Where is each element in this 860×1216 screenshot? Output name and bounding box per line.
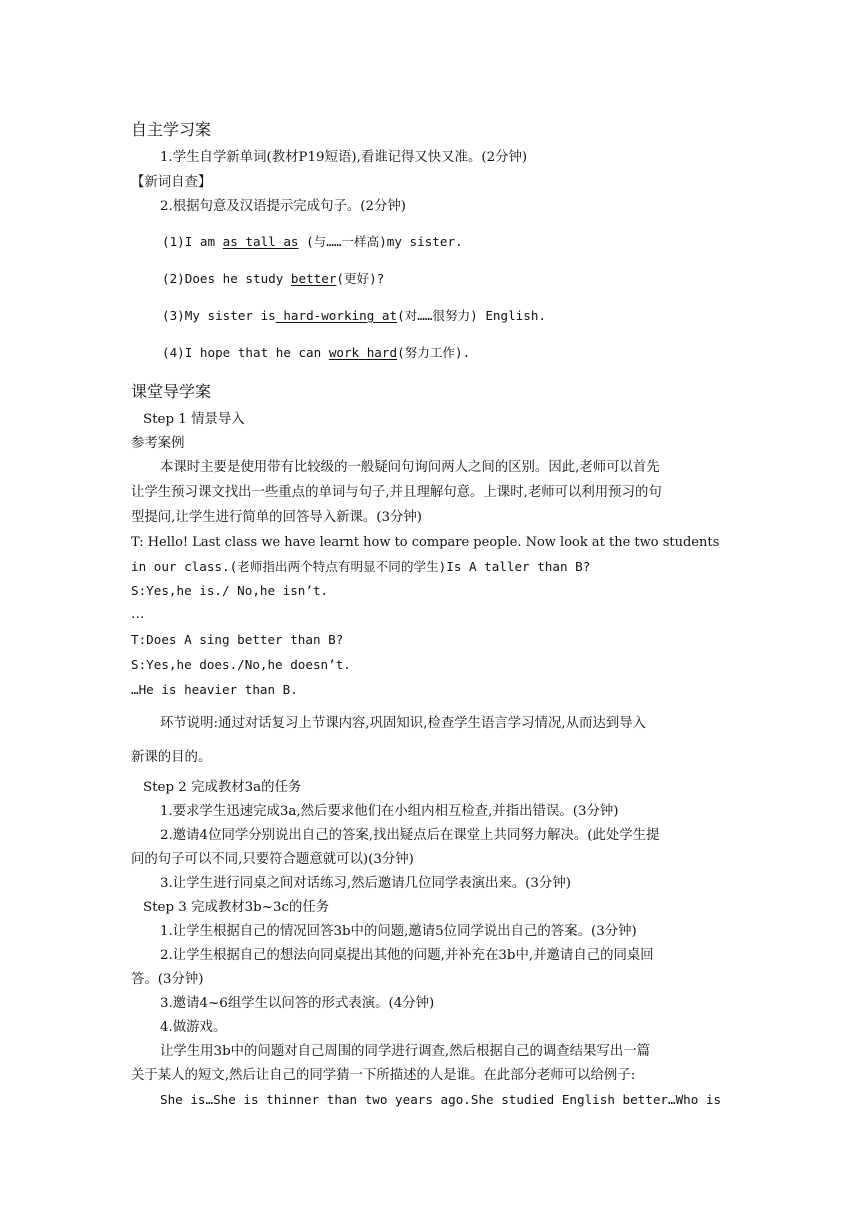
example-line: She is…She is thinner than two years ago.She studied English better…Who is: [160, 1092, 722, 1107]
sentence-text: (1)I am: [162, 234, 223, 249]
step-3-item: 答。(3分钟): [131, 972, 204, 987]
sentence-text: (与……一样高)my sister.: [298, 234, 463, 249]
self-study-item-2: 2.根据句意及汉语提示完成句子。(2分钟): [160, 199, 406, 214]
sentence-1: [162, 232, 463, 252]
sentence-answer: work hard: [328, 345, 398, 360]
dialog-line: in our class.(老师指出两个特点有明显不同的学生)Is A taller than B?: [131, 559, 591, 574]
dialog-line: S:Yes,he does./No,he doesn’t.: [131, 657, 351, 672]
section-note-line: 新课的目的。: [131, 750, 212, 765]
section-title-self-study: 自主学习案: [131, 120, 212, 139]
step-2-heading: Step 2 完成教材3a的任务: [143, 780, 302, 795]
step-1-heading: Step 1 情景导入: [143, 412, 245, 427]
sentence-text: (2)Does he study: [162, 271, 291, 286]
step-2-item: 问的句子可以不同,只要符合题意就可以)(3分钟): [131, 852, 414, 867]
paragraph-line: 型提问,让学生进行简单的回答导入新课。(3分钟): [131, 510, 423, 525]
dialog-line: …He is heavier than B.: [131, 682, 298, 697]
step-3-item: 2.让学生根据自己的想法向同桌提出其他的问题,并补充在3b中,并邀请自己的同桌回: [160, 948, 654, 963]
reference-case-label: 参考案例: [131, 436, 185, 451]
sentence-text: (更好)?: [336, 271, 385, 286]
dialog-ellipsis: …: [131, 607, 145, 622]
vocab-check-heading: 【新词自查】: [131, 175, 212, 190]
step-3-item: 1.让学生根据自己的情况回答3b中的问题,邀请5位同学说出自己的答案。(3分钟): [160, 924, 637, 939]
paragraph-line: 让学生预习课文找出一些重点的单词与句子,并且理解句意。上课时,老师可以利用预习的句: [131, 485, 662, 500]
game-description-line: 让学生用3b中的问题对自己周围的同学进行调查,然后根据自己的调查结果写出一篇: [160, 1044, 651, 1059]
paragraph-line: 本课时主要是使用带有比较级的一般疑问句询问两人之间的区别。因此,老师可以首先: [160, 460, 660, 475]
sentence-4: [162, 343, 470, 363]
sentence-text: (3)My sister is: [162, 308, 276, 323]
dialog-line: S:Yes,he is./ No,he isn’t.: [131, 583, 329, 598]
section-title-classroom: 课堂导学案: [131, 382, 212, 401]
game-description-line: 关于某人的短文,然后让自己的同学猜一下所描述的人是谁。在此部分老师可以给例子:: [131, 1068, 636, 1083]
step-2-item: 3.让学生进行同桌之间对话练习,然后邀请几位同学表演出来。(3分钟): [160, 876, 571, 891]
step-3-heading: Step 3 完成教材3b~3c的任务: [143, 900, 330, 915]
step-2-item: 2.邀请4位同学分别说出自己的答案,找出疑点后在课堂上共同努力解决。(此处学生提: [160, 828, 660, 843]
sentence-text: (4)I hope that he can: [162, 345, 329, 360]
sentence-text: (对……很努力) English.: [397, 308, 547, 323]
dialog-line: T:Does A sing better than B?: [131, 632, 344, 647]
section-note-line: 环节说明:通过对话复习上节课内容,巩固知识,检查学生语言学习情况,从而达到导入: [160, 716, 646, 731]
sentence-answer: as tall as: [222, 234, 299, 249]
dialog-line: T: Hello! Last class we have learnt how to compare people. Now look at the two students: [131, 535, 720, 550]
self-study-item-1: 1.学生自学新单词(教材P19短语),看谁记得又快又准。(2分钟): [160, 150, 528, 165]
sentence-text: (努力工作).: [397, 345, 471, 360]
step-3-item: 3.邀请4~6组学生以问答的形式表演。(4分钟): [160, 996, 435, 1011]
step-2-item: 1.要求学生迅速完成3a,然后要求他们在小组内相互检查,并指出错误。(3分钟): [160, 804, 619, 819]
sentence-3: [162, 306, 546, 326]
sentence-2: [162, 269, 384, 289]
sentence-answer: hard-working at: [275, 308, 398, 323]
step-3-item: 4.做游戏。: [160, 1020, 227, 1035]
sentence-answer: better: [290, 271, 337, 286]
